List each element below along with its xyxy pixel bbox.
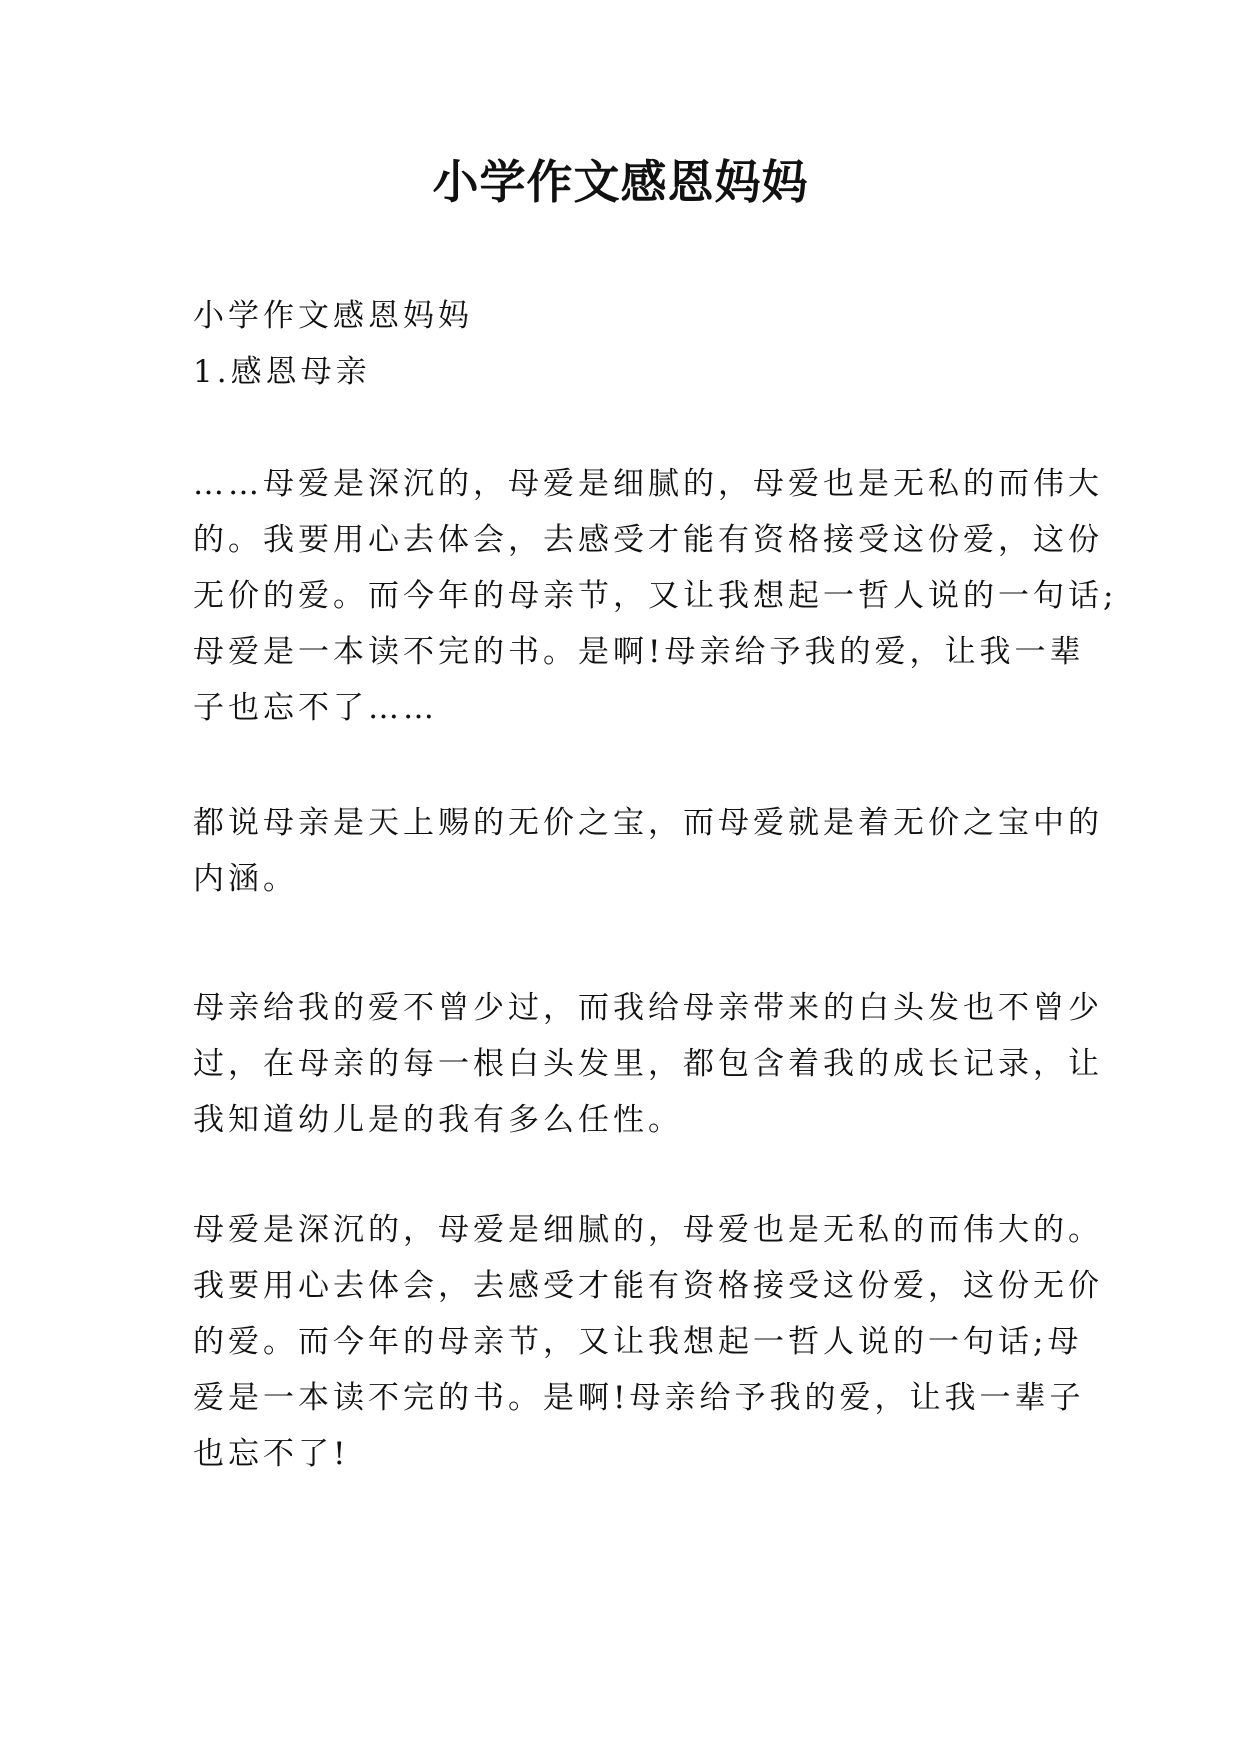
paragraph-line: 我知道幼儿是的我有多么任性。 (193, 1102, 683, 1138)
paragraph-line: 母亲给我的爱不曾少过，而我给母亲带来的白头发也不曾少 (193, 990, 1103, 1026)
paragraph-line: 的爱。而今年的母亲节，又让我想起一哲人说的一句话;母 (193, 1324, 1083, 1360)
paragraph-line: 也忘不了! (193, 1436, 350, 1472)
paragraph-line: ……母爱是深沉的，母爱是细腻的，母爱也是无私的而伟大 (193, 466, 1103, 502)
paragraph-1 (193, 456, 1118, 736)
document-title: 小学作文感恩妈妈 (432, 155, 809, 209)
paragraph-3 (193, 980, 1103, 1148)
paragraph-line: 过，在母亲的每一根白头发里，都包含着我的成长记录，让 (193, 1046, 1103, 1082)
paragraph-line: 母爱是一本读不完的书。是啊!母亲给予我的爱，让我一辈 (193, 634, 1085, 670)
paragraph-4 (193, 1202, 1103, 1482)
paragraph-line: 无价的爱。而今年的母亲节，又让我想起一哲人说的一句话; (193, 578, 1118, 614)
paragraph-2 (193, 795, 1103, 907)
paragraph-line: 都说母亲是天上赐的无价之宝，而母爱就是着无价之宝中的 (193, 805, 1103, 841)
paragraph-line: 母爱是深沉的，母爱是细腻的，母爱也是无私的而伟大的。 (193, 1212, 1103, 1248)
subtitle-line: 小学作文感恩妈妈 (193, 298, 473, 334)
paragraph-line: 我要用心去体会，去感受才能有资格接受这份爱，这份无价 (193, 1268, 1103, 1304)
paragraph-line: 子也忘不了…… (193, 690, 438, 726)
document-subtitle (193, 288, 1073, 344)
paragraph-line: 爱是一本读不完的书。是啊!母亲给予我的爱，让我一辈子 (193, 1380, 1085, 1416)
paragraph-line: 内涵。 (193, 861, 298, 897)
section-heading-line: 1.感恩母亲 (193, 354, 371, 390)
paragraph-line: 的。我要用心去体会，去感受才能有资格接受这份爱，这份 (193, 522, 1103, 558)
section-heading (193, 344, 1073, 400)
